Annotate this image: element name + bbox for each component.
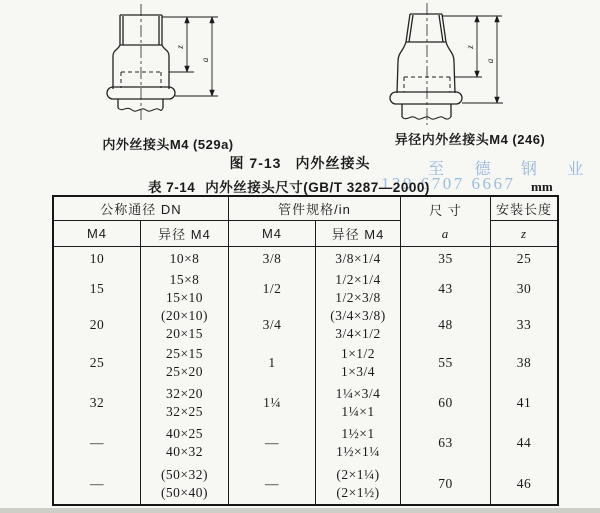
cell-spec-reducing [316, 307, 401, 343]
value: 3/8×1/4 [335, 251, 381, 266]
value: 15×8 [169, 272, 200, 287]
value: 20×15 [165, 326, 204, 341]
cell-z [491, 463, 557, 505]
header-dn-group: 公称通径 DN [54, 197, 229, 221]
value: 55 [438, 355, 453, 370]
value: 1/2×1/4 [335, 272, 381, 287]
header-length-group: 安装长度 [491, 197, 557, 221]
fitting-drawing-246 [366, 0, 506, 128]
value: — [90, 434, 104, 450]
value: (50×40) [160, 485, 209, 500]
cell-a [401, 422, 491, 463]
value: 1×3/4 [340, 364, 376, 379]
value: 20 [89, 317, 105, 332]
cell-spec [229, 383, 316, 422]
value: 1¼×1 [341, 403, 375, 419]
cell-dn-reducing [141, 343, 229, 383]
table-row [54, 383, 557, 422]
fitting-body-outline [390, 14, 462, 119]
table-row [54, 271, 557, 307]
cell-z [491, 383, 557, 422]
header-sub-m4-dn: M4 [54, 221, 141, 246]
table-number: 表 7-14 [148, 180, 196, 195]
cell-z [491, 307, 557, 343]
figure-title [0, 153, 600, 173]
fitting-529a-svg [95, 0, 225, 125]
header-sub-reducing-dn: 异径 M4 [141, 221, 229, 246]
cell-spec [229, 307, 316, 343]
value: 15×10 [165, 290, 204, 305]
cell-dn [54, 343, 141, 383]
cell-spec-reducing [316, 247, 401, 271]
cell-dn-reducing [141, 307, 229, 343]
figure-title-text: 内外丝接头 [295, 155, 371, 171]
cell-spec-reducing [316, 383, 401, 422]
value: — [265, 476, 279, 491]
cell-spec-reducing [316, 422, 401, 463]
table-unit-label: mm [531, 179, 553, 194]
value: 63 [438, 434, 453, 450]
value: 1½×1 [341, 425, 375, 441]
table-row [54, 247, 557, 271]
value: 70 [438, 476, 453, 491]
fitting-drawing-529a [95, 0, 225, 125]
header-sub-m4-spec: M4 [229, 221, 316, 246]
cell-spec [229, 247, 316, 271]
value: 1 [268, 355, 276, 370]
cell-dn [54, 247, 141, 271]
value: 3/8 [262, 251, 282, 266]
value: 35 [438, 251, 453, 266]
table-title [148, 176, 430, 196]
value: 1¼×3/4 [335, 385, 381, 401]
cell-dn-reducing [141, 271, 229, 307]
cell-dn-reducing [141, 247, 229, 271]
value: 32×20 [165, 385, 204, 401]
cell-spec [229, 463, 316, 505]
value: — [265, 434, 279, 450]
header-sub-a: a [401, 221, 491, 246]
cell-z [491, 271, 557, 307]
table-body [54, 247, 557, 505]
table-row [54, 307, 557, 343]
value: 30 [516, 281, 532, 296]
cell-a [401, 463, 491, 505]
cell-z [491, 343, 557, 383]
cell-spec [229, 343, 316, 383]
value: 1/2×3/8 [335, 290, 381, 305]
value: 10×8 [169, 251, 200, 266]
header-sub-reducing-spec: 异径 M4 [316, 221, 401, 246]
cell-spec-reducing [316, 343, 401, 383]
header-size-group: 尺 寸 [401, 197, 491, 221]
value: 40×32 [165, 443, 204, 459]
value: 1×1/2 [340, 346, 376, 361]
value: 1¼ [263, 394, 281, 410]
value: 3/4×1/2 [335, 326, 381, 341]
header-spec-group: 管件规格/in [229, 197, 401, 221]
value: 25×20 [165, 364, 204, 379]
table-title-text: 内外丝接头尺寸(GB/T 3287—2000) [205, 180, 430, 195]
value: 25 [516, 251, 532, 266]
value: 10 [89, 251, 105, 266]
cell-spec-reducing [316, 271, 401, 307]
value: 38 [516, 355, 532, 370]
cell-dn [54, 383, 141, 422]
fitting-246-svg [366, 0, 506, 128]
dim-z-label: z [465, 45, 475, 49]
value: 33 [516, 317, 532, 332]
value: 60 [438, 394, 453, 410]
value: 3/4 [262, 317, 282, 332]
cell-spec-reducing [316, 463, 401, 505]
watermark-phone: 139 6707 6667 [381, 174, 516, 193]
value: 32×25 [165, 403, 204, 419]
cell-dn-reducing [141, 422, 229, 463]
fittings-dimension-table [52, 195, 559, 506]
cell-dn-reducing [141, 463, 229, 505]
value: 25 [89, 355, 105, 370]
scan-bottom-edge [0, 508, 600, 513]
cell-a [401, 271, 491, 307]
table-row [54, 463, 557, 505]
table-row [54, 343, 557, 383]
value: (3/4×3/8) [330, 308, 386, 323]
caption-right-fitting: 异径内外丝接头M4 (246) [394, 132, 546, 147]
cell-dn [54, 307, 141, 343]
value: 32 [89, 394, 105, 410]
value: (50×32) [160, 467, 209, 482]
cell-dn [54, 271, 141, 307]
value: 25×15 [165, 346, 204, 361]
value: (2×1½) [336, 485, 380, 500]
value: 44 [516, 434, 532, 450]
value: 41 [516, 394, 532, 410]
watermark-company: 至 德 钢 业 [428, 161, 597, 178]
value: — [90, 476, 104, 491]
cell-a [401, 307, 491, 343]
value: (2×1¼) [336, 467, 380, 482]
cell-dn [54, 422, 141, 463]
cell-dn [54, 463, 141, 505]
figure-number: 图 7-13 [229, 155, 282, 171]
value: 1½×1¼ [336, 443, 380, 459]
table-header [54, 197, 557, 247]
cell-dn-reducing [141, 383, 229, 422]
value: 43 [438, 281, 453, 296]
cell-spec [229, 422, 316, 463]
cell-a [401, 383, 491, 422]
value: 48 [438, 317, 453, 332]
cell-a [401, 343, 491, 383]
cell-z [491, 247, 557, 271]
value: 46 [516, 476, 532, 491]
caption-left-fitting: 内外丝接头M4 (529a) [102, 137, 234, 152]
cell-z [491, 422, 557, 463]
value: 1/2 [262, 281, 282, 296]
dim-z-label: z [175, 45, 185, 49]
cell-spec [229, 271, 316, 307]
value: 40×25 [165, 425, 204, 441]
value: 15 [89, 281, 105, 296]
table-row [54, 422, 557, 463]
dim-a-label: a [200, 57, 210, 63]
dim-a-label: a [485, 58, 495, 64]
dimension-lines [162, 17, 218, 96]
cell-a [401, 247, 491, 271]
header-sub-z: z [520, 225, 528, 241]
value: (20×10) [160, 308, 209, 323]
